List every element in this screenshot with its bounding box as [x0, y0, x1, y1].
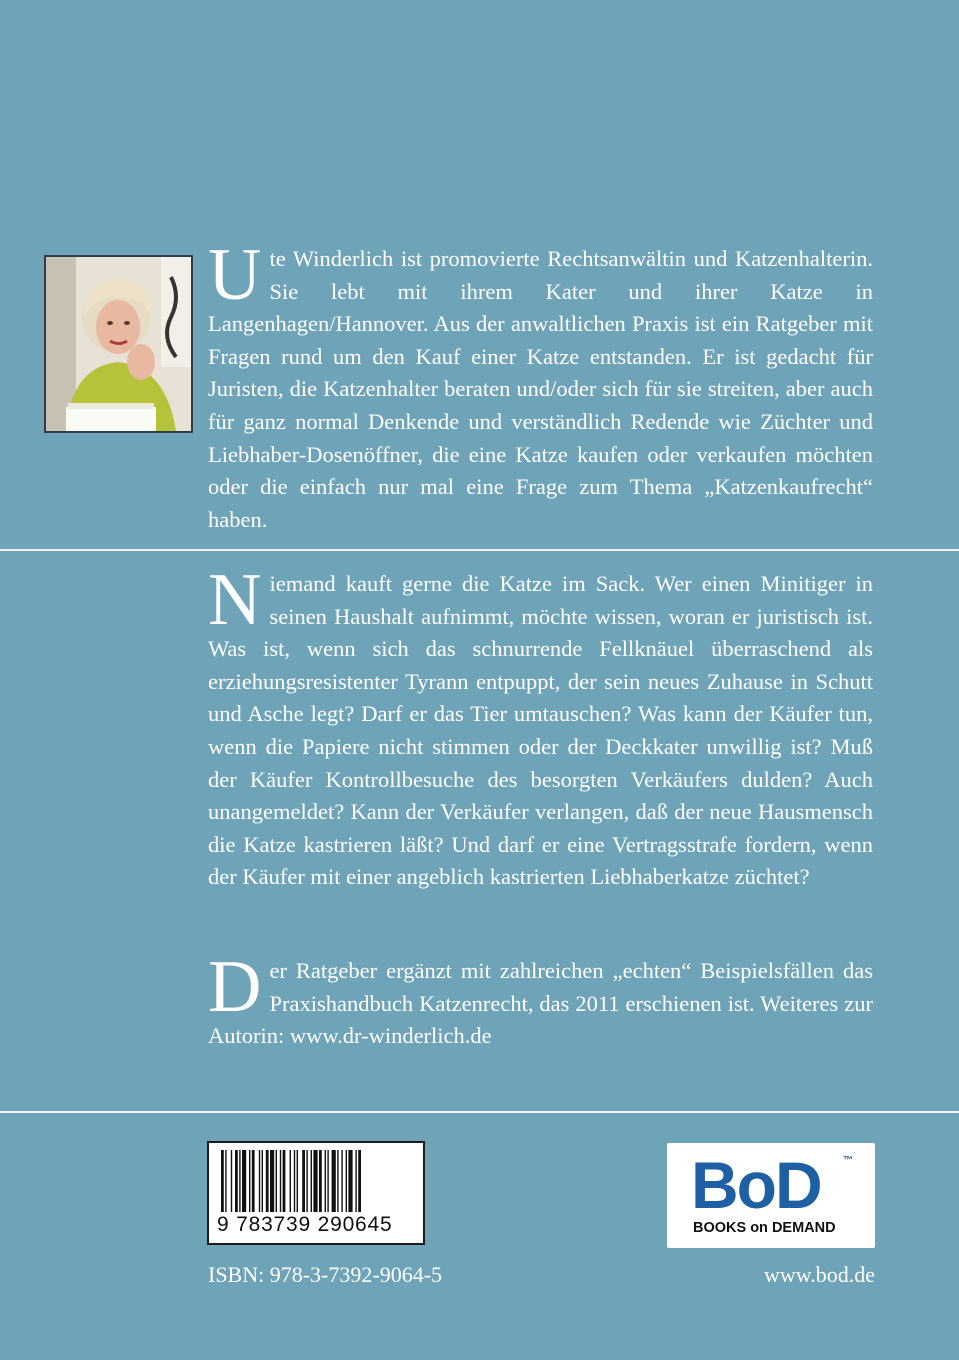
- barcode-bar: [346, 1150, 347, 1212]
- barcode-bar: [276, 1150, 277, 1212]
- bod-tagline: BOOKS on DEMAND: [693, 1220, 836, 1236]
- barcode-bar: [283, 1150, 286, 1212]
- barcode-digits: 9 783739 290645: [217, 1213, 393, 1236]
- closing-paragraph: [208, 946, 873, 1053]
- barcode-bar: [231, 1150, 232, 1212]
- publisher-website: www.bod.de: [764, 1262, 875, 1287]
- barcode-bar: [235, 1150, 238, 1212]
- barcode-bar: [242, 1150, 246, 1212]
- isbn-number: ISBN: 978-3-7392-9064-5: [208, 1262, 443, 1287]
- divider-rule: [0, 1111, 959, 1113]
- barcode-bar: [348, 1150, 352, 1212]
- barcode-bar: [221, 1150, 224, 1212]
- blurb-paragraph: [208, 559, 873, 894]
- divider-rule: [0, 549, 959, 551]
- bod-logo-word: BoD: [691, 1148, 821, 1222]
- barcode-bar: [337, 1150, 338, 1212]
- barcode-bar: [280, 1150, 281, 1212]
- barcode-bar: [270, 1150, 274, 1212]
- trademark-symbol: ™: [843, 1155, 853, 1166]
- barcode-bar: [266, 1150, 269, 1212]
- author-photo: [44, 255, 193, 433]
- drop-cap: D: [208, 946, 262, 1028]
- barcode-bar: [302, 1150, 305, 1212]
- barcode-bar: [319, 1150, 322, 1212]
- author-bio-paragraph: [208, 234, 873, 536]
- barcode-bar: [297, 1150, 298, 1212]
- publisher-logo: [667, 1143, 875, 1248]
- barcode-bar: [332, 1150, 336, 1212]
- barcode-bar: [249, 1150, 250, 1212]
- drop-cap: U: [208, 234, 262, 316]
- barcode-bar: [311, 1150, 312, 1212]
- barcode-bar: [341, 1150, 342, 1212]
- barcode-bar: [313, 1150, 317, 1212]
- barcode-bar: [259, 1150, 260, 1212]
- barcode-bar: [294, 1150, 295, 1212]
- barcode-bar: [358, 1150, 361, 1212]
- barcode-bar: [290, 1150, 291, 1212]
- barcode-bar: [306, 1150, 307, 1212]
- closing-text: er Ratgeber ergänzt mit zahlreichen „echten“ Beispielsfällen das Praxishandbuch Katzenrecht, das 2011 erschienen ist. Weiteres zur Autorin: www.dr-winderlich.de: [208, 958, 873, 1049]
- barcode-bar: [239, 1150, 240, 1212]
- author-bio-text: te Winderlich ist promovierte Rechtsanwältin und Katzenhalterin. Sie lebt mit ihrem Kater und ihrer Katze in Langenhagen/Hannover. Aus der anwaltlichen Praxis ist ein Ratgeber mit Fragen rund um den Kauf einer Katze entstanden. Er ist gedacht für Juristen, die Katzenhalter beraten und/oder sich für sie streiten, aber auch für ganz normal Denkende und verständlich Redende wie Züchter und Liebhaber-Dosenöffner, die eine Katze kaufen oder verkaufen möchten oder die einfach nur mal eine Frage zum Thema „Katzenkaufrecht“ haben.: [208, 246, 873, 532]
- barcode-bar: [262, 1150, 263, 1212]
- blurb-text: iemand kauft gerne die Katze im Sack. Wer einen Minitiger in seinen Haushalt aufnimmt, möchte wissen, woran er juristisch ist. Was ist, wenn sich das schnurrende Fellknäuel überraschend als erziehungsresistenter Tyrann entpuppt, der sein neues Zuhause in Schutt und Asche legt? Darf er das Tier umtauschen? Was kann der Käufer tun, wenn die Papiere nicht stimmen oder der Deckkater unwillig ist? Muß der Käufer Kontrollbesuche des besorgten Verkäufers dulden? Auch unangemeldet? Kann der Verkäufer verlangen, daß der neue Hausmensch die Katze kastrieren läßt? Und darf er eine Vertragsstrafe fordern, wenn der Käufer mit einer angeblich kastrierten Liebhaberkatze züchtet?: [208, 571, 873, 890]
- barcode-bars: [217, 1150, 417, 1212]
- drop-cap: N: [208, 559, 262, 641]
- barcode-bar: [355, 1150, 356, 1212]
- barcode-bar: [327, 1150, 328, 1212]
- barcode: [207, 1141, 425, 1245]
- barcode-bar: [252, 1150, 255, 1212]
- barcode-bar: [225, 1150, 226, 1212]
- barcode-bar: [325, 1150, 326, 1212]
